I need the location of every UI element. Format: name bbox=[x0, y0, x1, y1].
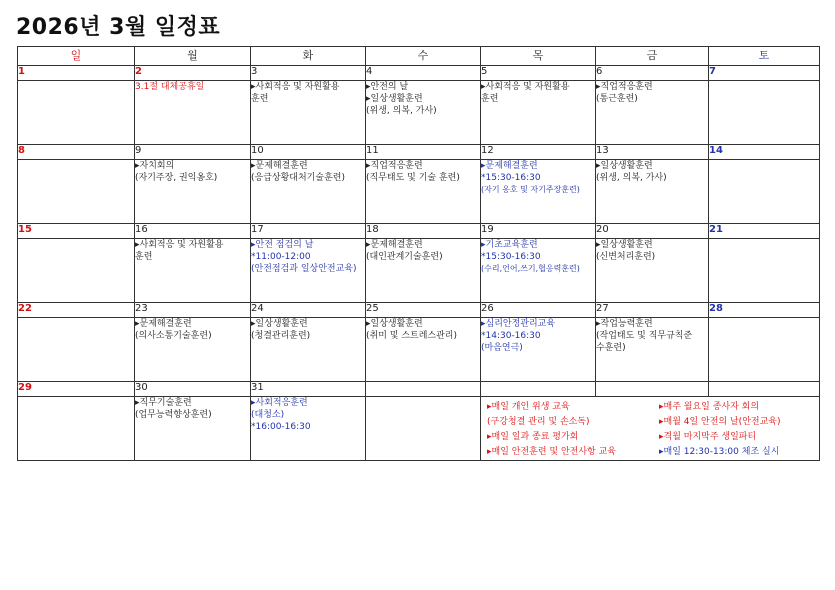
date-number: 26 bbox=[481, 303, 596, 318]
date-number: 27 bbox=[596, 303, 709, 318]
weekday-header: 금 bbox=[596, 47, 709, 66]
date-number: 11 bbox=[366, 145, 481, 160]
event-line: (위생, 의복, 가사) bbox=[366, 106, 437, 116]
event-row bbox=[18, 160, 820, 224]
event-line: ▸사회적응 및 자원활용 bbox=[481, 82, 570, 92]
notes-cell bbox=[481, 397, 820, 461]
date-number: 23 bbox=[135, 303, 251, 318]
date-number: 4 bbox=[366, 66, 481, 81]
date-number: 2 bbox=[135, 66, 251, 81]
event-line: (청결관리훈련) bbox=[251, 331, 311, 341]
date-row bbox=[18, 224, 820, 239]
event-line: (통근훈련) bbox=[596, 94, 638, 104]
event-line: ▸사회적응 및 자원활용 bbox=[135, 240, 224, 250]
date-number: 28 bbox=[709, 303, 820, 318]
event-line: ▸문제해결훈련 bbox=[135, 319, 192, 329]
day-cell bbox=[596, 81, 709, 145]
day-cell bbox=[366, 397, 481, 461]
event-line: *15:30-16:30 bbox=[481, 252, 541, 262]
event-line: *15:30-16:30 bbox=[481, 173, 541, 183]
event-line: (대인관계기술훈련) bbox=[366, 252, 443, 262]
notes-right-column bbox=[659, 400, 780, 460]
event-line: *14:30-16:30 bbox=[481, 331, 541, 341]
event-line: ▸문제해결훈련 bbox=[481, 161, 538, 171]
event-line: ▸일상생활훈련 bbox=[251, 319, 308, 329]
day-cell bbox=[18, 318, 135, 382]
event-line: ▸격월 마지막주 생일파티 bbox=[659, 432, 757, 442]
event-line: 3.1절 대체공휴일 bbox=[135, 82, 205, 92]
date-number: 1 bbox=[18, 66, 135, 81]
event-line: ▸기초교육훈련 bbox=[481, 240, 538, 250]
day-cell bbox=[251, 397, 366, 461]
day-cell bbox=[366, 160, 481, 224]
event-line: ▸매일 안전훈련 및 안전사항 교육 bbox=[487, 447, 616, 457]
day-cell bbox=[366, 318, 481, 382]
event-row bbox=[18, 318, 820, 382]
event-line: 훈련 bbox=[135, 252, 153, 262]
day-cell bbox=[481, 81, 596, 145]
event-line: ▸일상생활훈련 bbox=[596, 240, 653, 250]
event-line: ▸일상생활훈련 bbox=[596, 161, 653, 171]
date-number bbox=[481, 382, 596, 397]
event-line: 훈련 bbox=[251, 94, 269, 104]
day-cell bbox=[135, 397, 251, 461]
notes-box bbox=[481, 397, 819, 460]
weekday-header: 목 bbox=[481, 47, 596, 66]
weekday-header: 토 bbox=[709, 47, 820, 66]
day-cell bbox=[251, 318, 366, 382]
event-line: ▸매일 일과 종료 평가회 bbox=[487, 432, 579, 442]
event-line: ▸안전 점검의 날 bbox=[251, 240, 314, 250]
event-line: (취미 및 스트레스관리) bbox=[366, 331, 457, 341]
event-line: *16:00-16:30 bbox=[251, 422, 311, 432]
event-line: (업무능력향상훈련) bbox=[135, 410, 212, 420]
date-number: 14 bbox=[709, 145, 820, 160]
event-line: 수훈련) bbox=[596, 343, 626, 353]
event-line: ▸매일 개인 위생 교육 bbox=[487, 402, 570, 412]
date-number: 25 bbox=[366, 303, 481, 318]
event-line: ▸작업능력훈련 bbox=[596, 319, 653, 329]
date-number: 24 bbox=[251, 303, 366, 318]
weekday-header: 화 bbox=[251, 47, 366, 66]
date-number: 19 bbox=[481, 224, 596, 239]
date-number bbox=[709, 382, 820, 397]
event-line: (안전점검과 일상안전교육) bbox=[251, 264, 357, 274]
weekday-header: 일 bbox=[18, 47, 135, 66]
date-row bbox=[18, 145, 820, 160]
date-row bbox=[18, 66, 820, 81]
day-cell bbox=[18, 81, 135, 145]
event-line: (수리,언어,쓰기,협응력훈련) bbox=[481, 264, 580, 273]
date-number: 15 bbox=[18, 224, 135, 239]
date-number: 29 bbox=[18, 382, 135, 397]
event-line: 훈련 bbox=[481, 94, 499, 104]
event-line: ▸사회적응훈련 bbox=[251, 398, 308, 408]
day-cell bbox=[18, 397, 135, 461]
day-cell bbox=[251, 81, 366, 145]
notes-left-column bbox=[487, 400, 616, 460]
event-line: ▸직업적응훈련 bbox=[596, 82, 653, 92]
day-cell bbox=[135, 318, 251, 382]
event-line: (자기주장, 권익옹호) bbox=[135, 173, 218, 183]
event-line: ▸일상생활훈련 bbox=[366, 94, 423, 104]
event-line: ▸심리안정관리교육 bbox=[481, 319, 556, 329]
weekday-header-row bbox=[18, 47, 820, 66]
page-title: 2026년 3월 일정표 bbox=[16, 15, 221, 40]
day-cell bbox=[18, 239, 135, 303]
day-cell bbox=[596, 318, 709, 382]
day-cell bbox=[251, 239, 366, 303]
event-line: ▸문제해결훈련 bbox=[366, 240, 423, 250]
date-number: 7 bbox=[709, 66, 820, 81]
day-cell bbox=[366, 81, 481, 145]
date-number: 12 bbox=[481, 145, 596, 160]
date-number: 6 bbox=[596, 66, 709, 81]
event-line: (응급상황대처기술훈련) bbox=[251, 173, 345, 183]
day-cell bbox=[709, 318, 820, 382]
event-line: (대청소) bbox=[251, 410, 285, 420]
day-cell bbox=[481, 239, 596, 303]
event-line: ▸매월 4일 안전의 날(안전교육) bbox=[659, 417, 781, 427]
event-line: ▸자치회의 bbox=[135, 161, 175, 171]
event-line: ▸매주 월요일 종사자 회의 bbox=[659, 402, 760, 412]
date-row bbox=[18, 382, 820, 397]
date-number: 31 bbox=[251, 382, 366, 397]
event-line: ▸매일 12:30-13:00 체조 실시 bbox=[659, 447, 780, 457]
date-number: 21 bbox=[709, 224, 820, 239]
event-line: (구강청결 관리 및 손소독) bbox=[487, 417, 590, 427]
day-cell bbox=[135, 239, 251, 303]
date-number: 17 bbox=[251, 224, 366, 239]
event-line: ▸안전의 날 bbox=[366, 82, 409, 92]
date-number: 5 bbox=[481, 66, 596, 81]
event-row bbox=[18, 397, 820, 461]
day-cell bbox=[135, 81, 251, 145]
event-line: ▸직무기술훈련 bbox=[135, 398, 192, 408]
event-line: (마음연극) bbox=[481, 343, 523, 353]
day-cell bbox=[18, 160, 135, 224]
event-line: (직무태도 및 기술 훈련) bbox=[366, 173, 460, 183]
day-cell bbox=[251, 160, 366, 224]
day-cell bbox=[481, 160, 596, 224]
date-number: 22 bbox=[18, 303, 135, 318]
date-number bbox=[596, 382, 709, 397]
event-line: ▸직업적응훈련 bbox=[366, 161, 423, 171]
event-line: *11:00-12:00 bbox=[251, 252, 311, 262]
day-cell bbox=[596, 239, 709, 303]
date-number bbox=[366, 382, 481, 397]
day-cell bbox=[596, 160, 709, 224]
event-line: ▸문제해결훈련 bbox=[251, 161, 308, 171]
date-number: 10 bbox=[251, 145, 366, 160]
day-cell bbox=[709, 160, 820, 224]
event-line: ▸일상생활훈련 bbox=[366, 319, 423, 329]
event-line: (자기 옹호 및 자기주장훈련) bbox=[481, 185, 580, 194]
event-row bbox=[18, 81, 820, 145]
event-line: (작업태도 및 직무규칙준 bbox=[596, 331, 693, 341]
date-number: 20 bbox=[596, 224, 709, 239]
date-number: 3 bbox=[251, 66, 366, 81]
weekday-header: 월 bbox=[135, 47, 251, 66]
date-number: 13 bbox=[596, 145, 709, 160]
day-cell bbox=[709, 81, 820, 145]
date-number: 8 bbox=[18, 145, 135, 160]
event-row bbox=[18, 239, 820, 303]
date-number: 16 bbox=[135, 224, 251, 239]
event-line: (위생, 의복, 가사) bbox=[596, 173, 667, 183]
date-row bbox=[18, 303, 820, 318]
event-line: (의사소통기술훈련) bbox=[135, 331, 212, 341]
day-cell bbox=[366, 239, 481, 303]
date-number: 9 bbox=[135, 145, 251, 160]
day-cell bbox=[481, 318, 596, 382]
date-number: 18 bbox=[366, 224, 481, 239]
day-cell bbox=[709, 239, 820, 303]
weekday-header: 수 bbox=[366, 47, 481, 66]
event-line: ▸사회적응 및 자원활용 bbox=[251, 82, 340, 92]
event-line: (신변처리훈련) bbox=[596, 252, 656, 262]
date-number: 30 bbox=[135, 382, 251, 397]
day-cell bbox=[135, 160, 251, 224]
calendar-table bbox=[17, 46, 820, 461]
